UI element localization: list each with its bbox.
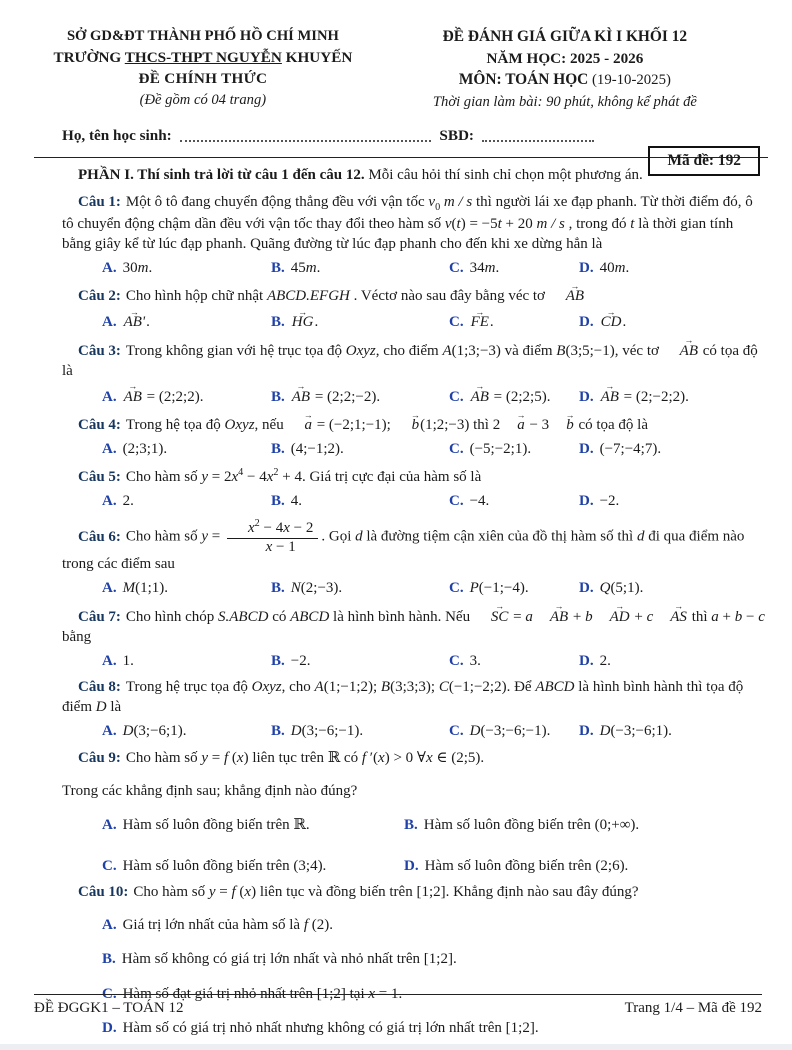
header-school-block [40, 26, 366, 112]
answer-option-a: A. (2;3;1). [102, 440, 168, 457]
option-letter: B. [271, 723, 285, 740]
question-text: Câu 2: Cho hình hộp chữ nhật ABCD.EFGH . Véctơ nào sau đây bằng véc tơ AB → [62, 285, 766, 307]
vector-arrow: AB → [291, 388, 311, 408]
option-letter: C. [449, 723, 464, 740]
question-subtext: Trong các khẳng định sau; khẳng định nào đúng? [62, 782, 358, 799]
answer-options [102, 652, 766, 672]
answer-option-d: D. 40m. [579, 259, 630, 276]
answer-option-b: B. AB → = (2;2;−2). [271, 386, 449, 408]
answer-option-c: C. 3. [449, 652, 481, 669]
question-number: Câu 1: [78, 194, 121, 211]
answer-option-d: D. −2. [579, 493, 620, 510]
vector-arrow: AB → [663, 342, 699, 362]
vector-arrow: HG → [291, 313, 315, 333]
option-letter: D. [579, 580, 594, 597]
question-text: Câu 7: Cho hình chóp S.ABCD có ABCD là hình bình hành. Nếu SC → = a AB → + b AD → + c AS → thì a + b − c bằng [62, 606, 766, 648]
answer-option-d: D. CD →. [579, 311, 766, 333]
option-letter: B. [271, 580, 285, 597]
option-letter: A. [102, 388, 117, 405]
vector-arrow: AB → [533, 608, 569, 628]
answer-option-d: D. 2. [579, 652, 611, 669]
answer-option-a: A. 1. [102, 652, 134, 669]
vector-arrow: b → [549, 416, 575, 436]
department-name: SỞ GD&ĐT THÀNH PHỐ HỒ CHÍ MINH [66, 28, 339, 44]
option-letter: C. [102, 985, 117, 1002]
option-letter: B. [271, 388, 285, 405]
option-letter: C. [449, 580, 464, 597]
question-text: Câu 10: Cho hàm số y = f (x) liên tục và đồng biến trên [1;2]. Khẳng định nào sau đây đúng? [78, 884, 639, 901]
option-letter: C. [449, 259, 464, 276]
answer-option-a: A. D(3;−6;1). [102, 723, 187, 740]
option-letter: D. [579, 440, 594, 457]
vector-arrow: b → [395, 416, 421, 436]
question-text: Câu 5: Cho hàm số $y = 2x^4 - 4x^2 + 4$. Giá trị cực đại của hàm số là [78, 467, 482, 486]
question-number: Câu 6: [78, 528, 121, 545]
scan-edge-shadow [0, 1044, 792, 1050]
footer-exam-name: ĐỀ ĐGGK1 – TOÁN 12 [34, 999, 184, 1016]
option-letter: A. [102, 493, 117, 510]
answer-option-b: B. 4. [271, 493, 303, 510]
option-letter: C. [102, 857, 117, 874]
option-letter: D. [579, 314, 594, 331]
answer-option-c: C. P(−1;−4). [449, 580, 529, 597]
fraction: $\frac{x^2 - 4x - 2}{x - 1}$ [227, 519, 318, 556]
question-1 [62, 193, 766, 278]
answer-option-c: C. Hàm số luôn đồng biến trên (3;4). [102, 857, 327, 874]
option-letter: B. [404, 817, 418, 834]
question-list [0, 193, 792, 1039]
answer-option-c: C. 34m. [449, 259, 500, 276]
question-text: Câu 9: Cho hàm số y = f (x) liên tục trên ℝ có f ′(x) > 0 ∀x ∈ (2;5). [78, 749, 485, 766]
student-info-row [62, 127, 602, 145]
vector-arrow: AB → [123, 388, 143, 408]
option-letter: A. [102, 723, 117, 740]
answer-options [102, 916, 766, 1039]
answer-options [102, 311, 766, 333]
school-year: NĂM HỌC: 2025 - 2026 [486, 49, 644, 67]
page-footer [34, 994, 762, 1019]
page-header [40, 26, 764, 112]
question-text: Câu 6: Cho hàm số y = $\frac{x^2 - 4x - 2}{x - 1}$ . Gọi d là đường tiệm cận xiên của đồ thị hàm số thì d đi qua điểm nào trong các điểm sau [62, 517, 745, 573]
answer-option-d: D. Hàm số có giá trị nhỏ nhất nhưng không có giá trị lớn nhất trên [1;2]. [102, 1020, 539, 1037]
exam-page [0, 26, 792, 1050]
question-number: Câu 5: [78, 469, 121, 486]
option-letter: B. [271, 652, 285, 669]
answer-option-c: C. D(−3;−6;−1). [449, 723, 551, 740]
option-letter: D. [579, 652, 594, 669]
student-name-field [180, 139, 432, 142]
question-number: Câu 2: [78, 288, 121, 305]
option-letter: D. [404, 857, 419, 874]
question-text: Câu 8: Trong hệ trục tọa độ Oxyz, cho A(1;−1;2); B(3;3;3); C(−1;−2;2). Để ABCD là hình bình hành thì tọa độ điểm D là [62, 679, 744, 716]
sbd-label: SBD: [439, 127, 474, 145]
answer-options [102, 259, 766, 279]
question-text: Câu 3: Trong không gian với hệ trục tọa độ Oxyz, cho điểm A(1;3;−3) và điểm B(3;5;−1), véc tơ AB → có tọa độ là [62, 340, 766, 382]
vector-arrow: AB' → [123, 313, 147, 333]
answer-option-c: C. −4. [449, 493, 490, 510]
option-letter: A. [102, 652, 117, 669]
answer-option-b: B. (4;−1;2). [271, 440, 344, 457]
question-8 [62, 678, 766, 741]
option-letter: A. [102, 314, 117, 331]
part1-heading: PHẦN I. Thí sinh trả lời từ câu 1 đến câu 12. Mỗi câu hỏi thí sinh chỉ chọn một phương án. [78, 167, 643, 184]
question-number: Câu 3: [78, 342, 121, 359]
question-9 [62, 749, 766, 876]
vector-arrow: CD → [600, 313, 623, 333]
option-letter: D. [102, 1020, 117, 1037]
subject-line: MÔN: TOÁN HỌC (19-10-2025) [458, 71, 671, 89]
option-letter: D. [579, 493, 594, 510]
option-letter: D. [579, 388, 594, 405]
page-count-note: (Đề gồm có 04 trang) [139, 91, 267, 108]
question-6 [62, 519, 766, 599]
question-2 [62, 285, 766, 332]
option-letter: A. [102, 259, 117, 276]
question-3 [62, 340, 766, 407]
answer-option-a: A. Giá trị lớn nhất của hàm số là f (2). [102, 916, 333, 933]
answer-options [102, 492, 766, 512]
vector-arrow: a → [287, 416, 313, 436]
exam-code-badge: Mã đề: 192 [648, 146, 760, 176]
option-letter: D. [579, 259, 594, 276]
answer-option-b: B. −2. [271, 652, 311, 669]
answer-options [102, 386, 766, 408]
answer-options [102, 579, 766, 599]
answer-option-a: A. AB → = (2;2;2). [102, 386, 271, 408]
answer-option-b: B. D(3;−6;−1). [271, 723, 364, 740]
answer-option-a: A. AB' →. [102, 311, 271, 333]
vector-arrow: AS → [653, 608, 688, 628]
answer-option-c: C. (−5;−2;1). [449, 440, 532, 457]
answer-option-b: B. HG →. [271, 311, 449, 333]
vector-arrow: AB → [549, 287, 585, 307]
vector-arrow: AB → [600, 388, 620, 408]
answer-option-b: B. N(2;−3). [271, 580, 343, 597]
answer-option-a: A. Hàm số luôn đồng biến trên ℝ. [102, 817, 310, 834]
option-letter: C. [449, 314, 464, 331]
option-letter: B. [271, 493, 285, 510]
answer-option-d: D. Hàm số luôn đồng biến trên (2;6). [404, 857, 629, 874]
answer-option-a: A. M(1;1). [102, 580, 169, 597]
question-text: Câu 1: Một ô tô đang chuyển động thẳng đều với vận tốc $v_0$ m / s thì người lái xe đạp phanh. Từ thời điểm đó, ô tô chuyển động chậm dần đều với vận tốc thay đổi theo hàm số v(t) = −5t + 20 m / s , trong đó t là thời gian tính bằng giây kể từ lúc đạp phanh. Quãng đường từ lúc đạp phanh cho đến khi xe dừng hẳn là [62, 194, 753, 252]
option-letter: A. [102, 817, 117, 834]
official-exam-label: ĐỀ CHÍNH THỨC [138, 70, 268, 88]
answer-options [102, 722, 766, 742]
answer-option-c: C. Hàm số đạt giá trị nhỏ nhất trên [1;2] tại x = 1. [102, 985, 403, 1002]
answer-option-b: B. Hàm số không có giá trị lớn nhất và nhỏ nhất trên [1;2]. [102, 951, 457, 968]
student-name-label: Họ, tên học sinh: [62, 127, 172, 145]
answer-options [102, 816, 766, 876]
duration-note: Thời gian làm bài: 90 phút, không kể phát đề [432, 93, 697, 110]
answer-option-b: B. 45m. [271, 259, 321, 276]
question-4 [62, 414, 766, 459]
question-5 [62, 466, 766, 511]
vector-arrow: AB → [470, 388, 490, 408]
header-exam-block [366, 26, 764, 112]
answer-option-d: D. AB → = (2;−2;2). [579, 386, 766, 408]
answer-option-b: B. Hàm số luôn đồng biến trên (0;+∞). [404, 817, 640, 834]
sbd-field [482, 139, 594, 142]
vector-arrow: AD → [593, 608, 631, 628]
question-number: Câu 4: [78, 417, 121, 434]
option-letter: D. [579, 723, 594, 740]
answer-option-a: A. 30m. [102, 259, 153, 276]
option-letter: B. [271, 440, 285, 457]
option-letter: C. [449, 440, 464, 457]
vector-arrow: FE → [470, 313, 490, 333]
question-number: Câu 7: [78, 608, 121, 625]
answer-option-a: A. 2. [102, 493, 134, 510]
option-letter: B. [271, 259, 285, 276]
option-letter: B. [271, 314, 285, 331]
answer-option-d: D. D(−3;−6;1). [579, 723, 672, 740]
footer-page-number: Trang 1/4 – Mã đề 192 [624, 999, 762, 1016]
option-letter: C. [449, 388, 464, 405]
exam-title: ĐỀ ĐÁNH GIÁ GIỮA KÌ I KHỐI 12 [442, 28, 688, 45]
vector-arrow: SC → [474, 608, 510, 628]
option-letter: C. [449, 652, 464, 669]
question-7 [62, 606, 766, 671]
answer-option-c: C. FE →. [449, 311, 579, 333]
option-letter: A. [102, 580, 117, 597]
vector-arrow: a → [500, 416, 526, 436]
question-number: Câu 8: [78, 679, 121, 696]
answer-option-d: D. Q(5;1). [579, 580, 644, 597]
option-letter: B. [102, 951, 116, 968]
answer-option-d: D. (−7;−4;7). [579, 440, 662, 457]
question-number: Câu 10: [78, 884, 129, 901]
option-letter: A. [102, 916, 117, 933]
answer-options [102, 440, 766, 460]
answer-option-c: C. AB → = (2;2;5). [449, 386, 579, 408]
question-number: Câu 9: [78, 749, 121, 766]
question-text: Câu 4: Trong hệ tọa độ Oxyz, nếu a → = (−2;1;−1); b →(1;2;−3) thì 2 a → − 3 b → có tọa độ là [62, 414, 766, 436]
option-letter: A. [102, 440, 117, 457]
option-letter: C. [449, 493, 464, 510]
school-name: TRƯỜNG THCS-THPT NGUYỄN KHUYẾN [53, 48, 353, 66]
